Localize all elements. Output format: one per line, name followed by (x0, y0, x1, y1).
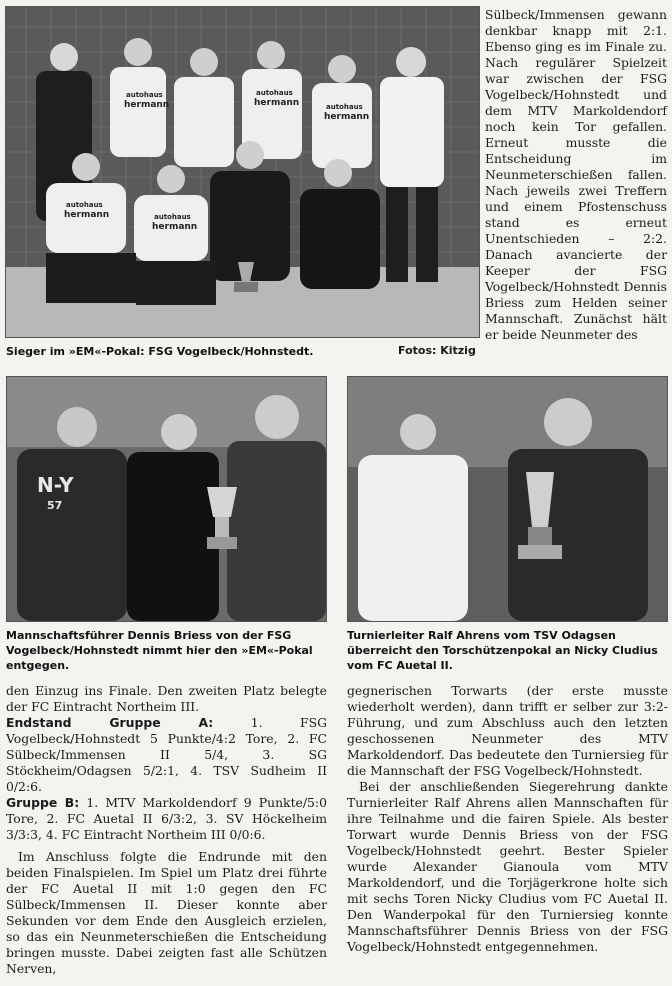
jersey-sponsor-line1: autohaus (256, 89, 293, 97)
article-paragraph: Sülbeck/Immensen gewann denkbar knapp mit 2:1. Ebenso ging es im Finale zu. Nach regulärer Spielzeit war zwischen der FSG Vogelbeck/Hohnstedt und dem MTV Markoldendorf noch kein Tor gefallen. Erneut musste die Entscheidung im Neunmeterschießen fallen. Nach jeweils zwei Treffern und einem Pfostenschuss stand es erneut Unentschieden – 2:2. Danach avancierte der Keeper der FSG Vogelbeck/Hohnstedt Dennis Briess zum Helden seiner Mannschaft. Zunächst hält er beide Neunmeter des (485, 7, 667, 342)
shirt-text: N-Y (37, 473, 74, 497)
article-top-right (485, 7, 667, 343)
handover-photo-2 (347, 376, 668, 622)
article-paragraph: den Einzug ins Finale. Den zweiten Platz belegte der FC Eintracht Northeim III. (6, 683, 327, 714)
article-paragraph: Im Anschluss folgte die Endrunde mit den beiden Finalspielen. Im Spiel um Platz drei führte der FC Auetal II mit 1:0 gegen den FC Sülbeck/Immensen II. Dieser konnte aber Sekunden vor dem Ende den Ausgleich erzielen, so das ein Neunmeterschießen die Entscheidung bringen musste. Dabei zeigten fast alle Schützen Nerven, (6, 849, 327, 976)
trophy-handover-photo-icon (348, 377, 667, 621)
team-photo-caption: Sieger im »EM«-Pokal: FSG Vogelbeck/Hohnstedt. (6, 345, 314, 358)
group-b-label: Gruppe B: (6, 795, 80, 810)
team-photo (5, 6, 480, 338)
jersey-sponsor-line2: hermann (124, 100, 170, 110)
trophy-handover-photo-icon (7, 377, 326, 621)
jersey-sponsor-line1: autohaus (126, 91, 163, 99)
article-paragraph: gegnerischen Torwarts (der erste musste wiederholt werden), dann trifft er selber zur 3:2-Führung, und zum Abschluss auch den letzten geschossenen Neunmeter des MTV Markoldendorf. Das bedeutete den Turniersieg für die Mannschaft der FSG Vogelbeck/Hohnstedt. (347, 683, 668, 778)
article-lower-right (347, 683, 668, 955)
jersey-sponsor-line2: hermann (152, 222, 198, 232)
jersey-sponsor-line2: hermann (64, 210, 110, 220)
team-photo-icon (6, 7, 479, 337)
handover-photo-1 (6, 376, 327, 622)
handover-photo-1-caption: Mannschaftsführer Dennis Briess von der FSG Vogelbeck/Hohnstedt nimmt hier den »EM«-Pokal entgegen. (6, 629, 313, 672)
result-group-b (6, 795, 327, 843)
jersey-sponsor-line2: hermann (254, 98, 300, 108)
shirt-number: 57 (47, 499, 63, 512)
result-group-a (6, 715, 327, 795)
photo-credit: Fotos: Kitzig (398, 344, 476, 357)
handover-photo-2-caption: Turnierleiter Ralf Ahrens vom TSV Odagsen überreicht den Torschützenpokal an Nicky Cludius vom FC Auetal II. (347, 629, 658, 672)
article-lower-left (6, 683, 327, 977)
jersey-sponsor-line1: autohaus (326, 103, 363, 111)
group-a-results: 1. FSG Vogelbeck/Hohnstedt 5 Punkte/4:2 Tore, 2. FC Sülbeck/Immensen II 5/4, 3. SG Stöckheim/Odagsen 5/2:1, 4. TSV Sudheim II 0/2:6. (6, 715, 327, 794)
article-paragraph: Bei der anschließenden Siegerehrung dankte Turnierleiter Ralf Ahrens allen Mannschaften für ihre Teilnahme und die fairen Spiele. Als bester Torwart wurde Dennis Briess von der FSG Vogelbeck/Hohnstedt geehrt. Bester Spieler wurde Alexander Gianoula vom MTV Markoldendorf, und die Torjägerkrone holte sich mit sechs Toren Nicky Cludius vom FC Auetal II. Den Wanderpokal für den Turniersieg konnte Mannschaftsführer Dennis Briess von der FSG Vogelbeck/Hohnstedt entgegennehmen. (347, 779, 668, 954)
jersey-sponsor-line2: hermann (324, 112, 370, 122)
jersey-sponsor-line1: autohaus (154, 213, 191, 221)
jersey-sponsor-line1: autohaus (66, 201, 103, 209)
group-a-label: Endstand Gruppe A: (6, 715, 214, 730)
group-b-results: 1. MTV Markoldendorf 9 Punkte/5:0 Tore, 2. FC Auetal II 6/3:2, 3. SV Höckelheim 3/3:3, 4. FC Eintracht Northeim III 0/0:6. (6, 795, 327, 842)
